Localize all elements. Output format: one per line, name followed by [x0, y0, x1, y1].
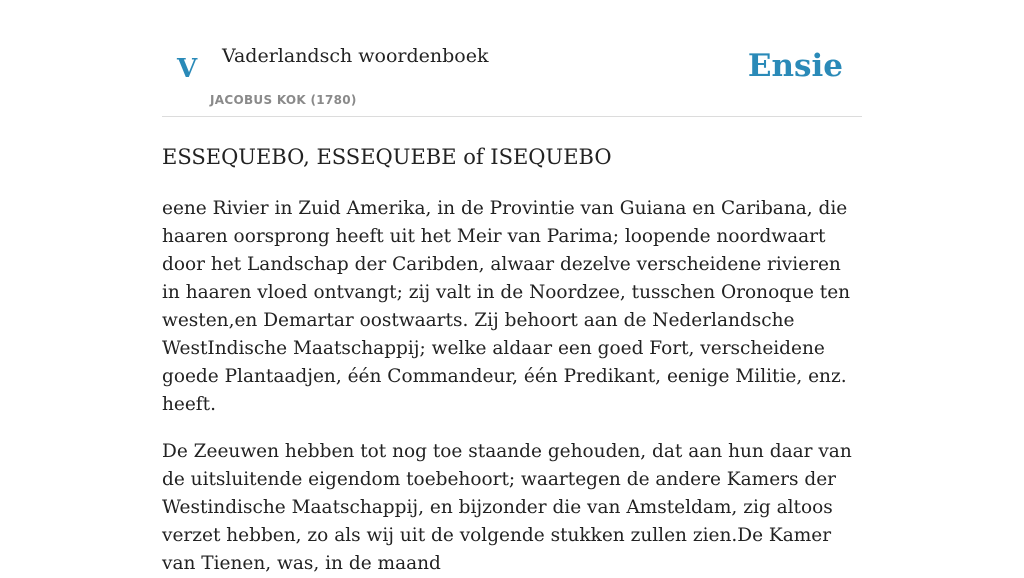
entry-headword: ESSEQUEBO, ESSEQUEBE of ISEQUEBO — [162, 145, 612, 169]
entry-paragraph: eene Rivier in Zuid Amerika, in de Provintie van Guiana en Caribana, die haaren oorsprong heeft uit het Meir van Parima; loopende noordwaart door het Landschap der Caribden, alwaar dezelve verscheidene rivieren in haaren vloed ontvangt; zij valt in de Noordzee, tusschen Oronoque ten westen,en Demartar oostwaarts. Zij behoort aan de Nederlandsche WestIndische Maatschappij; welke aldaar een goed Fort, verscheidene goede Plantaadjen, één Commandeur, één Predikant, eenige Militie, enz. heeft. — [162, 198, 851, 415]
dictionary-header — [162, 0, 862, 117]
dictionary-author: JACOBUS KOK (1780) — [210, 93, 357, 107]
page-content — [162, 0, 862, 578]
brand-logo[interactable]: Ensie — [747, 48, 843, 84]
dictionary-letter-icon[interactable]: V — [177, 54, 198, 84]
entry-paragraph: De Zeeuwen hebben tot nog toe staande gehouden, dat aan hun daar van de uitsluitende eigendom toebehoort; waartegen de andere Kamers der Westindische Maatschappij, en bijzonder die van Amsteldam, zig altoos verzet hebben, zo als wij uit de volgende stukken zullen zien.De Kamer van Tienen, was, in de maand — [162, 441, 852, 574]
dictionary-title[interactable]: Vaderlandsch woordenboek — [222, 45, 489, 67]
